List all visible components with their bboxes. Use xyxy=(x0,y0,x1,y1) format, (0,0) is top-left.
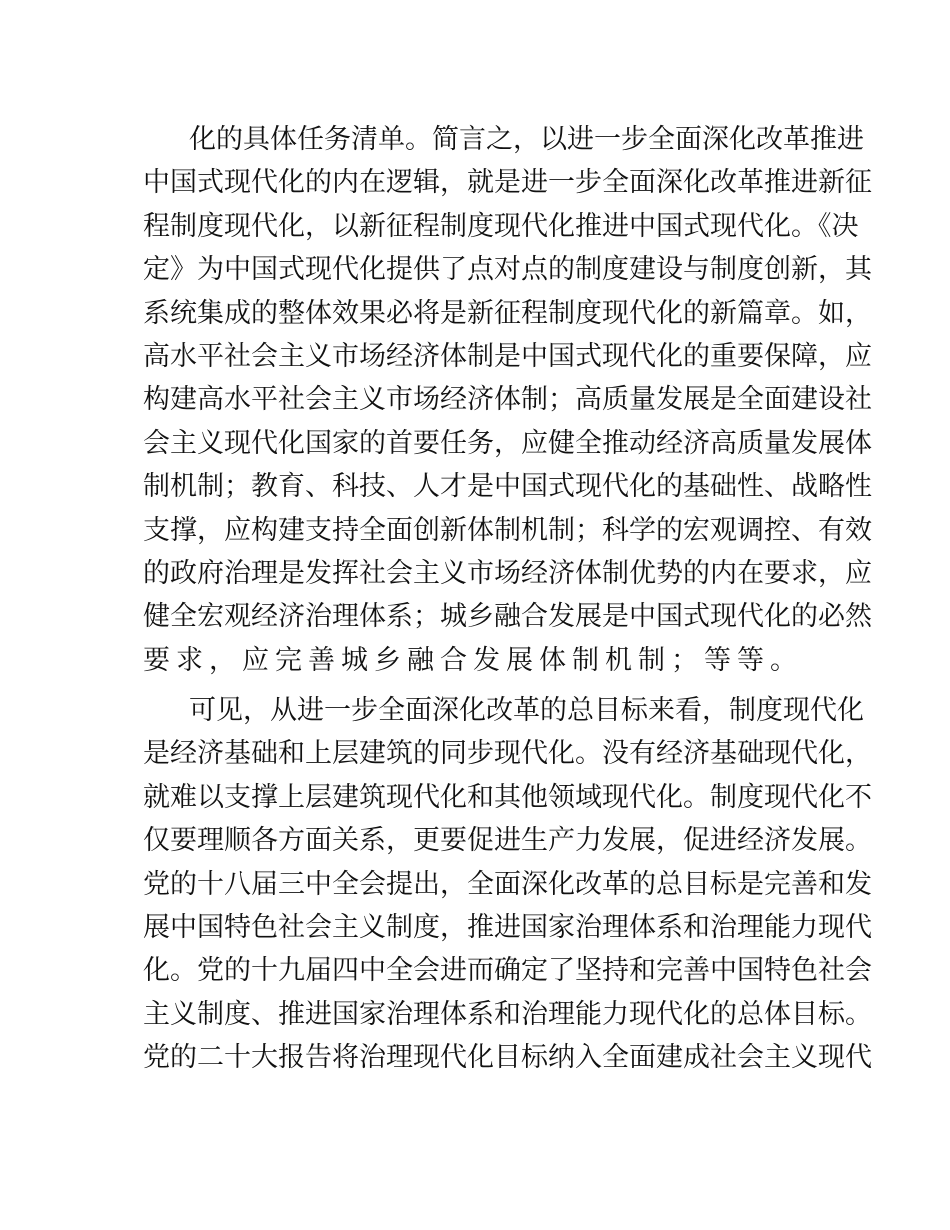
text-line: 构建高水平社会主义市场经济体制；高质量发展是全面建设社 xyxy=(143,384,872,416)
text-line: 系统集成的整体效果必将是新征程制度现代化的新篇章。如， xyxy=(143,297,872,329)
text-line: 定》为中国式现代化提供了点对点的制度建设与制度创新，其 xyxy=(143,254,872,286)
text-line: 可见，从进一步全面深化改革的总目标来看，制度现代化 xyxy=(189,695,864,726)
text-line: 展中国特色社会主义制度，推进国家治理体系和治理能力现代 xyxy=(143,911,872,943)
text-line: 就难以支撑上层建筑现代化和其他领域现代化。制度现代化不 xyxy=(143,781,872,813)
text-line: 高水平社会主义市场经济体制是中国式现代化的重要保障，应 xyxy=(143,340,872,372)
text-line: 化。党的十九届四中全会进而确定了坚持和完善中国特色社会 xyxy=(143,955,872,987)
text-line: 程制度现代化，以新征程制度现代化推进中国式现代化。《决 xyxy=(143,210,859,242)
text-line: 仅要理顺各方面关系，更要促进生产力发展，促进经济发展。 xyxy=(143,825,872,857)
text-line: 健全宏观经济治理体系；城乡融合发展是中国式现代化的必然 xyxy=(143,601,872,633)
paragraph-1 xyxy=(143,118,872,682)
text-line: 支撑，应构建支持全面创新体制机制；科学的宏观调控、有效 xyxy=(143,514,872,546)
text-line: 是经济基础和上层建筑的同步现代化。没有经济基础现代化， xyxy=(143,738,872,770)
text-line: 党的二十大报告将治理现代化目标纳入全面建成社会主义现代 xyxy=(143,1042,872,1074)
text-line: 化的具体任务清单。简言之，以进一步全面深化改革推进 xyxy=(189,124,864,155)
paragraph-2 xyxy=(143,689,872,1080)
text-line: 中国式现代化的内在逻辑，就是进一步全面深化改革推进新征 xyxy=(143,167,872,199)
text-line: 主义制度、推进国家治理体系和治理能力现代化的总体目标。 xyxy=(143,998,872,1030)
text-line: 的政府治理是发挥社会主义市场经济体制优势的内在要求，应 xyxy=(143,557,872,589)
text-line: 会主义现代化国家的首要任务，应健全推动经济高质量发展体 xyxy=(143,427,872,459)
text-line: 要求，应完善城乡融合发展体制机制；等等。 xyxy=(143,644,803,676)
text-line: 党的十八届三中全会提出，全面深化改革的总目标是完善和发 xyxy=(143,868,872,900)
text-line: 制机制；教育、科技、人才是中国式现代化的基础性、战略性 xyxy=(143,471,872,503)
